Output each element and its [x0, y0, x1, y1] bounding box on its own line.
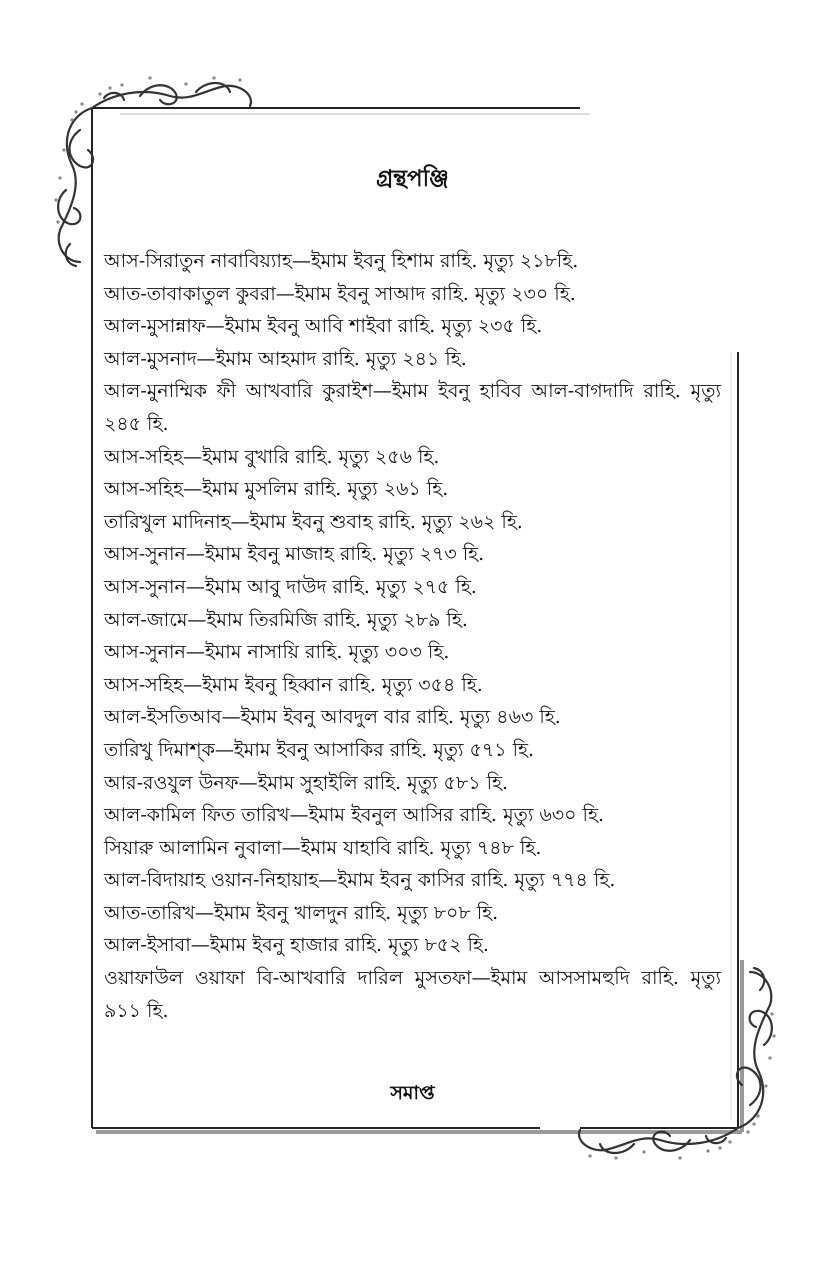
bibliography-list	[104, 245, 721, 1027]
bibliography-entry: আস-সহিহ—ইমাম ইবনু হিব্বান রাহি. মৃত্যু ৩৫৪ হি.	[104, 673, 483, 696]
bibliography-entry: আল-মুসান্নাফ—ইমাম ইবনু আবি শাইবা রাহি. মৃত্যু ২৩৫ হি.	[104, 315, 543, 338]
bibliography-entry: আর-রওযুল উনফ—ইমাম সুহাইলি রাহি. মৃত্যু ৫৮১ হি.	[104, 771, 509, 794]
bibliography-entry: ওয়াফাউল ওয়াফা বি-আখবারি দারিল মুসতফা—ইমাম আসসামহুদি রাহি. মৃত্যু ৯১১ হি.	[104, 967, 721, 1022]
bibliography-entry: আস-সহিহ—ইমাম মুসলিম রাহি. মৃত্যু ২৬১ হি.	[104, 478, 449, 501]
bibliography-entry: আল-জামে—ইমাম তিরমিজি রাহি. মৃত্যু ২৮৯ হি.	[104, 608, 468, 631]
page-title: গ্রন্থপঞ্জি	[376, 165, 449, 192]
bibliography-entry: তারিখু দিমাশ্ক—ইমাম ইবনু আসাকির রাহি. মৃত্যু ৫৭১ হি.	[104, 738, 535, 761]
bibliography-entry: আল-ইসাবা—ইমাম ইবনু হাজার রাহি. মৃত্যু ৮৫২ হি.	[104, 934, 489, 957]
bibliography-entry: আল-মুনাম্মিক ফী আখবারি কুরাইশ—ইমাম ইবনু হাবিব আল-বাগদাদি রাহি. মৃত্যু ২৪৫ হি.	[104, 380, 721, 435]
bibliography-entry: আল-কামিল ফিত তারিখ—ইমাম ইবনুল আসির রাহি. মৃত্যু ৬৩০ হি.	[104, 804, 605, 827]
bibliography-entry: আস-সহিহ—ইমাম বুখারি রাহি. মৃত্যু ২৫৬ হি.	[104, 445, 440, 468]
bibliography-entry: আল-বিদায়াহ ওয়ান-নিহায়াহ—ইমাম ইবনু কাসির রাহি. মৃত্যু ৭৭৪ হি.	[104, 869, 616, 892]
top-left-flourish-dots	[54, 76, 241, 223]
bibliography-entry: আস-সিরাতুন নাবাবিয়্যাহ—ইমাম ইবনু হিশাম রাহি. মৃত্যু ২১৮হি.	[104, 250, 579, 272]
ending-text: সমাপ্ত	[390, 1082, 435, 1104]
bibliography-entry: আত-তারিখ—ইমাম ইবনু খালদুন রাহি. মৃত্যু ৮০৮ হি.	[104, 901, 499, 924]
bibliography-entry: তারিখুল মাদিনাহ—ইমাম ইবনু শুবাহ রাহি. মৃত্যু ২৬২ হি.	[104, 510, 523, 533]
bibliography-entry: আস-সুনান—ইমাম ইবনু মাজাহ রাহি. মৃত্যু ২৭৩ হি.	[104, 543, 485, 566]
bibliography-entry: আল-মুসনাদ—ইমাম আহমাদ রাহি. মৃত্যু ২৪১ হি.	[104, 347, 467, 370]
bibliography-entry: আস-সুনান—ইমাম নাসায়ি রাহি. মৃত্যু ৩০৩ হি.	[104, 641, 450, 664]
bibliography-entry: আস-সুনান—ইমাম আবু দাউদ রাহি. মৃত্যু ২৭৫ হি.	[104, 575, 477, 598]
bibliography-entry: সিয়ারু আলামিন নুবালা—ইমাম যাহাবি রাহি. মৃত্যু ৭৪৮ হি.	[104, 836, 542, 859]
bibliography-entry: আত-তাবাকাতুল কুবরা—ইমাম ইবনু সাআদ রাহি. মৃত্যু ২৩০ হি.	[104, 282, 576, 305]
bibliography-entry: আল-ইসতিআব—ইমাম ইবনু আবদুল বার রাহি. মৃত্যু ৪৬৩ হি.	[104, 706, 561, 729]
